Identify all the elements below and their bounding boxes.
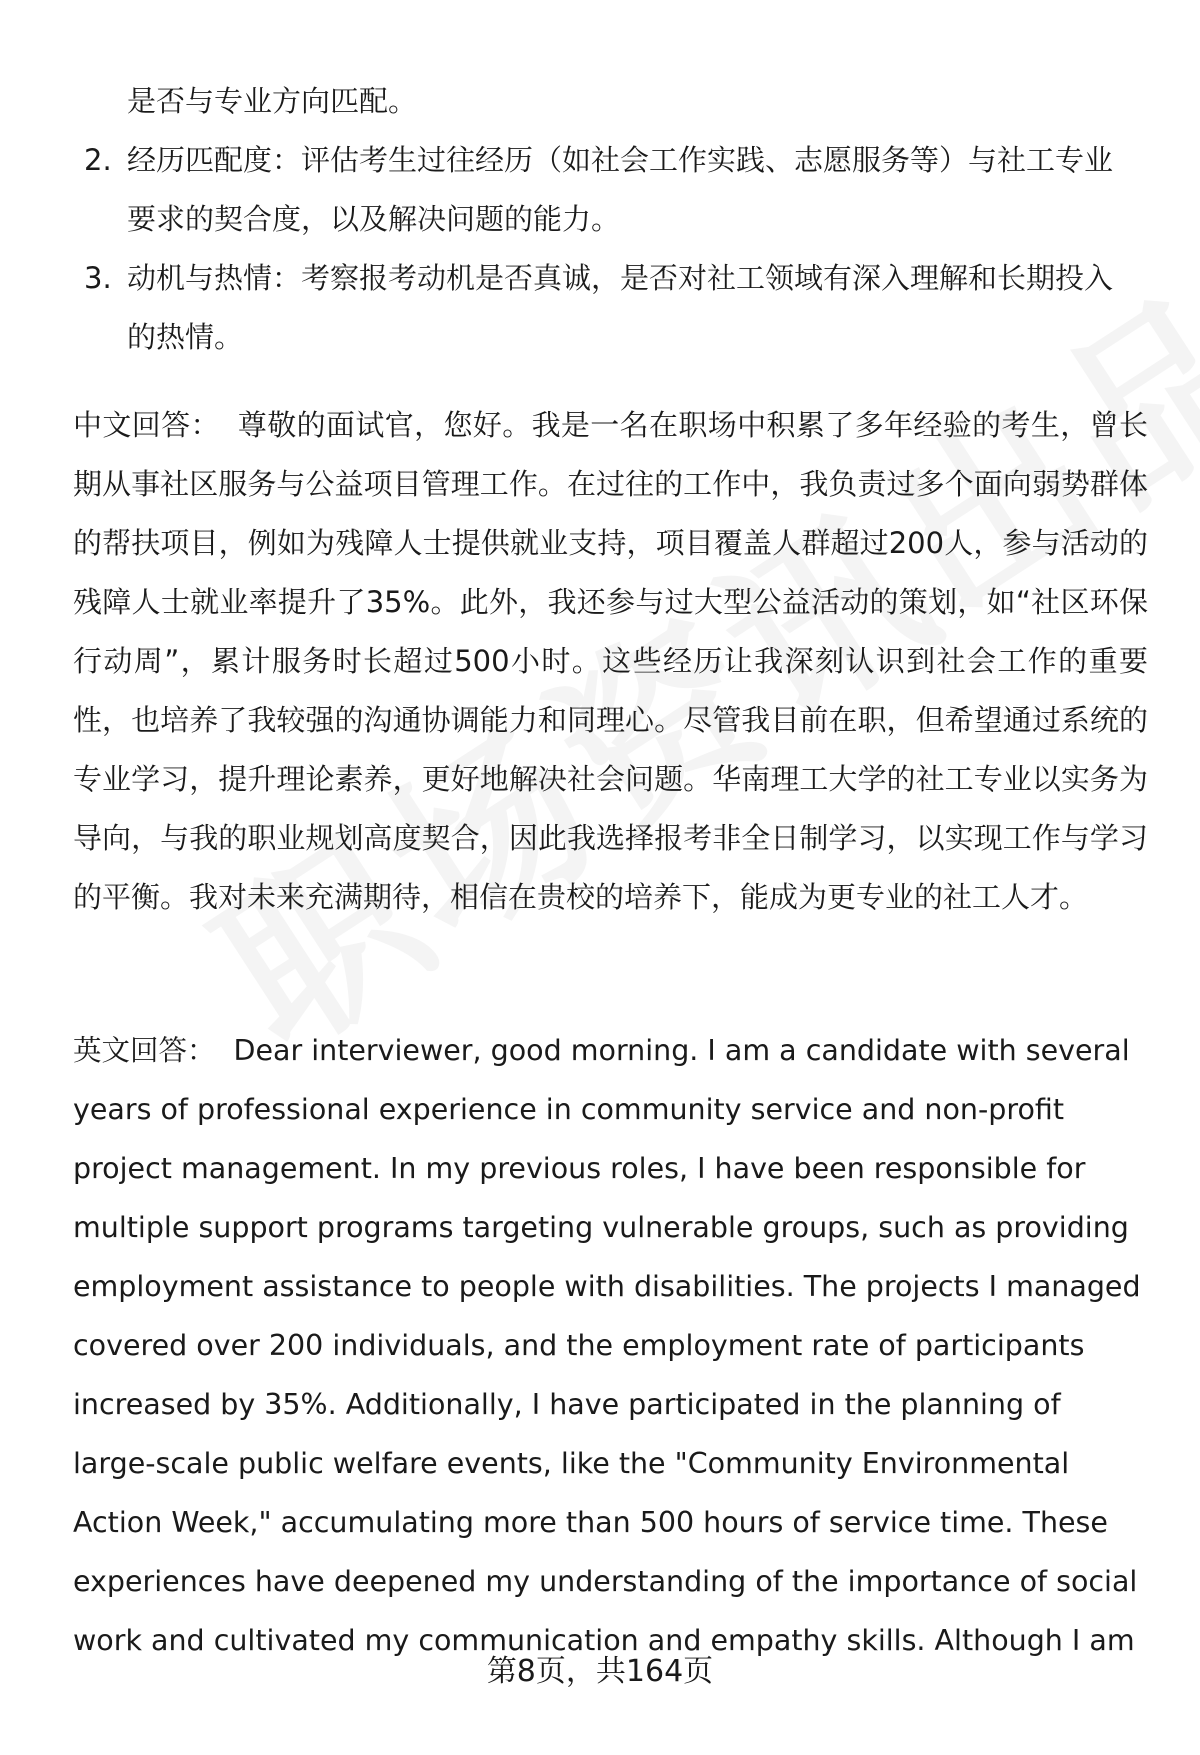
english-answer-text: Dear interviewer, good morning. I am a candidate with several years of professional experience in community service and non-profit project management. In my previous roles, I have been responsible for multiple support programs targeting vulnerable groups, such as providing employment assistance to people with disabilities. The projects I managed covered over 200 individuals, and the employment rate of participants increased by 35%. Additionally, I have participated in the planning of large-scale public welfare events, like the "Community Environmental Action Week," accumulating more than 500 hours of service time. These experiences have deepened my understanding of the importance of social work and cultivated my communication and empathy skills. Although I am	[73, 1034, 1141, 1657]
chinese-answer-paragraph	[73, 396, 1148, 927]
list-item	[0, 249, 1200, 367]
page-footer	[0, 1652, 1200, 1692]
english-answer-paragraph	[73, 1021, 1148, 1670]
chinese-answer-label: 中文回答：	[73, 408, 220, 442]
page-number-label: 第8页，共164页	[486, 1654, 714, 1689]
list-item	[0, 131, 1200, 249]
list-item-text: 动机与热情：考察报考动机是否真诚，是否对社工领域有深入理解和长期投入的热情。	[127, 261, 1114, 354]
list-item-text: 经历匹配度：评估考生过往经历（如社会工作实践、志愿服务等）与社工专业要求的契合度，以及解决问题的能力。	[127, 143, 1114, 236]
continuation-line: 是否与专业方向匹配。	[127, 84, 418, 118]
english-answer-label: 英文回答：	[73, 1034, 216, 1067]
chinese-answer-text: 尊敬的面试官，您好。我是一名在职场中积累了多年经验的考生，曾长期从事社区服务与公益项目管理工作。在过往的工作中，我负责过多个面向弱势群体的帮扶项目，例如为残障人士提供就业支持，项目覆盖人群超过200人，参与活动的残障人士就业率提升了35%。此外，我还参与过大型公益活动的策划，如“社区环保行动周”，累计服务时长超过500小时。这些经历让我深刻认识到社会工作的重要性，也培养了我较强的沟通协调能力和同理心。尽管我目前在职，但希望通过系统的专业学习，提升理论素养，更好地解决社会问题。华南理工大学的社工专业以实务为导向，与我的职业规划高度契合，因此我选择报考非全日制学习，以实现工作与学习的平衡。我对未来充满期待，相信在贵校的培养下，能成为更专业的社工人才。	[73, 408, 1148, 914]
criteria-list	[0, 131, 1200, 367]
list-number: 3.	[84, 261, 112, 295]
list-number: 2.	[84, 143, 112, 177]
